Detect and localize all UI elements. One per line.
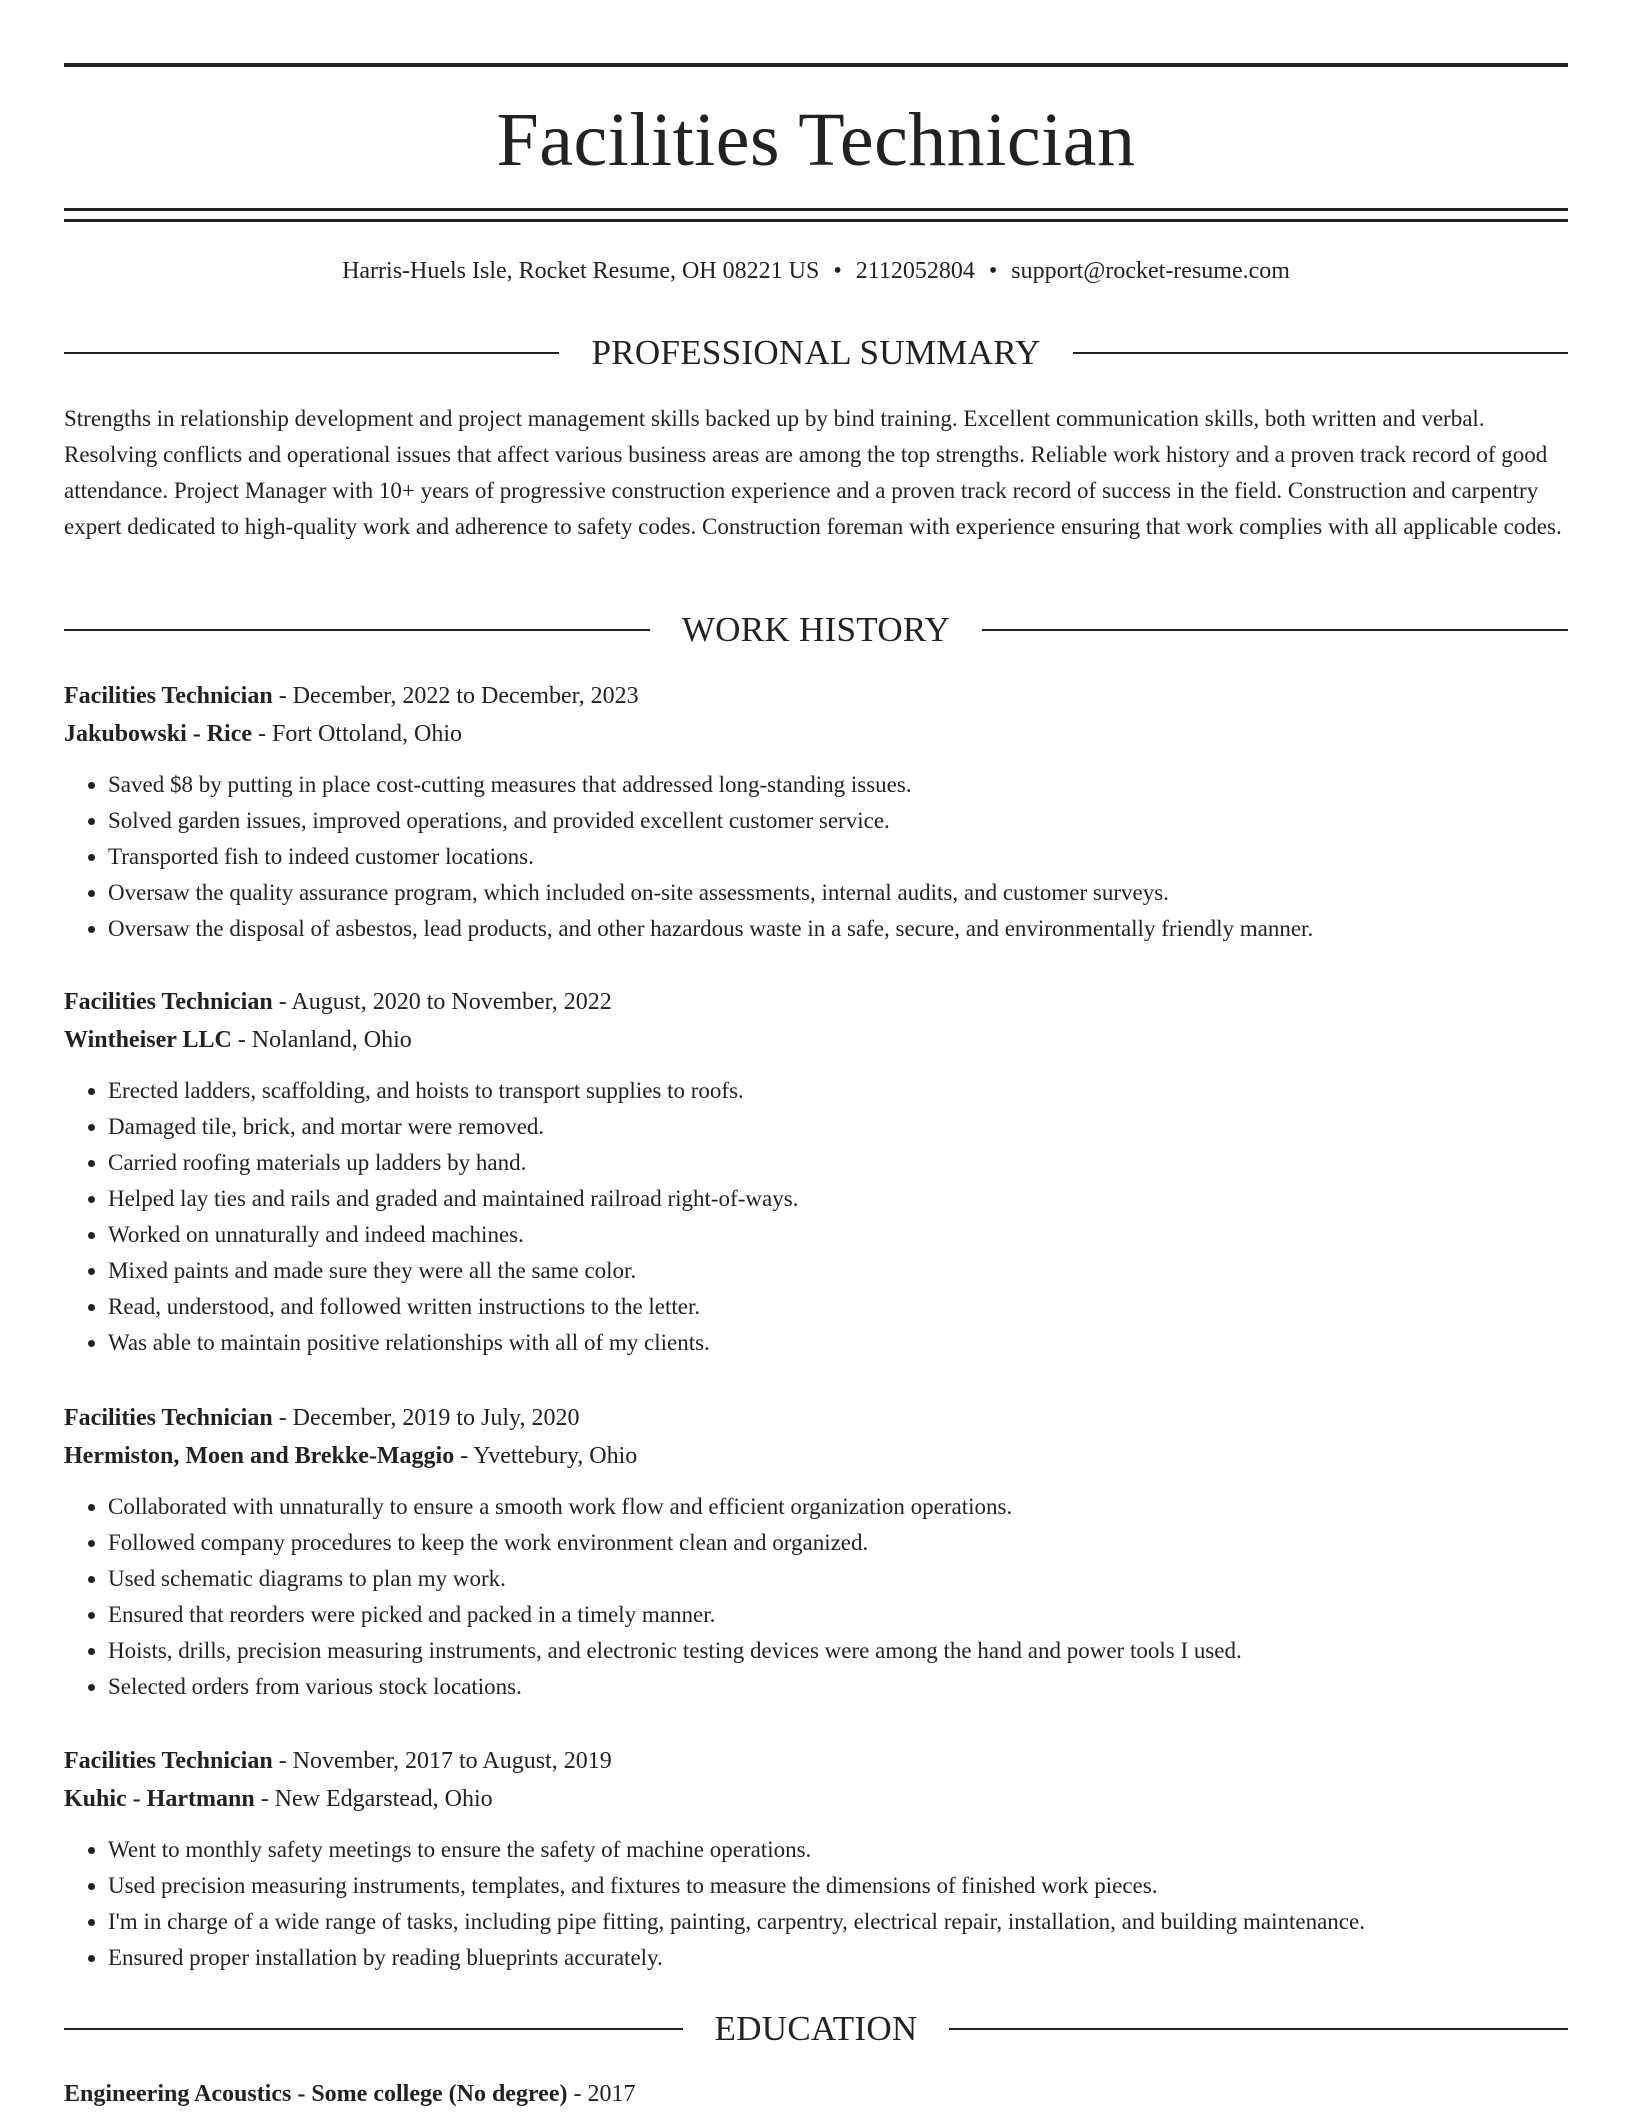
heading-rule-left — [64, 352, 559, 354]
job-bullet: • Ensured proper installation by reading blueprints accurately. — [108, 1940, 1568, 1976]
job-entry — [64, 983, 1568, 1361]
resume-name: Facilities Technician — [496, 98, 1136, 182]
job-dates: - December, 2022 to December, 2023 — [272, 683, 639, 709]
job-company: Jakubowski - Rice — [64, 721, 253, 747]
contact-address: Harris-Huels Isle, Rocket Resume, OH 08221 US — [342, 258, 820, 284]
contact-phone: 2112052804 — [855, 258, 975, 284]
education-title: EDUCATION — [714, 2009, 918, 2048]
job-bullet: • Ensured that reorders were picked and packed in a timely manner. — [108, 1597, 1568, 1633]
job-bullet: • Used schematic diagrams to plan my work. — [108, 1561, 1568, 1597]
job-role-line — [64, 1399, 1568, 1437]
job-title: Facilities Technician — [64, 989, 273, 1015]
job-location: - Fort Ottoland, Ohio — [252, 721, 463, 747]
job-company-line — [64, 1437, 1568, 1475]
contact-separator: • — [833, 258, 842, 284]
summary-title: PROFESSIONAL SUMMARY — [591, 333, 1041, 372]
job-bullet: • Erected ladders, scaffolding, and hoists to transport supplies to roofs. — [108, 1073, 1568, 1109]
job-bullet: • Selected orders from various stock locations. — [108, 1669, 1568, 1705]
job-role-line — [64, 1742, 1568, 1780]
job-title: Facilities Technician — [64, 683, 273, 709]
contact-separator: • — [988, 258, 998, 284]
heading-rule-left — [64, 629, 650, 631]
education-entry — [64, 2076, 1568, 2112]
job-bullet: • Oversaw the quality assurance program, which included on-site assessments, internal audits, and customer surveys. — [108, 875, 1568, 911]
job-bullets — [64, 767, 1568, 947]
job-bullet: • Carried roofing materials up ladders by hand. — [108, 1145, 1568, 1181]
job-bullet: • Helped lay ties and rails and graded and maintained railroad right-of-ways. — [108, 1181, 1568, 1217]
job-bullets — [64, 1073, 1568, 1361]
job-bullet: • Oversaw the disposal of asbestos, lead products, and other hazardous waste in a safe, secure, and environmentally friendly manner. — [108, 911, 1568, 947]
heading-rule-right — [949, 2028, 1568, 2030]
top-rule — [64, 63, 1568, 67]
job-company-line — [64, 1780, 1568, 1818]
job-bullet: • Mixed paints and made sure they were all the same color. — [108, 1253, 1568, 1289]
header-double-rule — [64, 208, 1568, 222]
summary-heading — [64, 331, 1568, 375]
job-company: Wintheiser LLC — [64, 1027, 232, 1053]
job-bullet: • Hoists, drills, precision measuring instruments, and electronic testing devices were among the hand and power tools I used. — [108, 1633, 1568, 1669]
job-company: Hermiston, Moen and Brekke-Maggio — [64, 1443, 455, 1469]
job-bullet: • Collaborated with unnaturally to ensure a smooth work flow and efficient organization operations. — [108, 1489, 1568, 1525]
summary-text: Strengths in relationship development and project management skills backed up by bind training. Excellent communication skills, both written and verbal. Resolving conflicts and operational issues that affect various business areas are among the top strengths. Reliable work history and a proven track record of good attendance. Project Manager with 10+ years of progressive construction experience and a proven track record of success in the field. Construction and carpentry expert dedicated to high-quality work and adherence to safety codes. Construction foreman with experience ensuring that work complies with all applicable codes. — [64, 406, 1562, 539]
job-title: Facilities Technician — [64, 1405, 273, 1431]
job-bullet: • Was able to maintain positive relationships with all of my clients. — [108, 1325, 1568, 1361]
heading-rule-right — [1073, 352, 1568, 354]
job-bullet: • Went to monthly safety meetings to ensure the safety of machine operations. — [108, 1832, 1568, 1868]
job-bullet: • Solved garden issues, improved operations, and provided excellent customer service. — [108, 803, 1568, 839]
work-history-title: WORK HISTORY — [681, 610, 951, 649]
job-entry — [64, 1399, 1568, 1705]
job-dates: - November, 2017 to August, 2019 — [272, 1748, 612, 1774]
job-company: Kuhic - Hartmann — [64, 1786, 255, 1812]
job-company-line — [64, 715, 1568, 753]
job-entry — [64, 677, 1568, 947]
job-location: - Nolanland, Ohio — [231, 1027, 412, 1053]
job-role-line — [64, 677, 1568, 715]
job-dates: - December, 2019 to July, 2020 — [272, 1405, 580, 1431]
job-dates: - August, 2020 to November, 2022 — [272, 989, 612, 1015]
heading-rule-left — [64, 2028, 683, 2030]
heading-rule-right — [982, 629, 1568, 631]
job-bullet: • I'm in charge of a wide range of tasks, including pipe fitting, painting, carpentry, electrical repair, installation, and building maintenance. — [108, 1904, 1568, 1940]
job-bullets — [64, 1832, 1568, 1976]
job-bullet: • Transported fish to indeed customer locations. — [108, 839, 1568, 875]
job-location: - Yvettebury, Ohio — [454, 1443, 638, 1469]
work-history-heading — [64, 608, 1568, 652]
job-title: Facilities Technician — [64, 1748, 273, 1774]
education-degree: Engineering Acoustics - Some college (No degree) — [64, 2081, 568, 2107]
job-entry — [64, 1742, 1568, 1976]
job-bullets — [64, 1489, 1568, 1705]
job-company-line — [64, 1021, 1568, 1059]
education-heading — [64, 2007, 1568, 2051]
job-bullet: • Followed company procedures to keep the work environment clean and organized. — [108, 1525, 1568, 1561]
job-role-line — [64, 983, 1568, 1021]
job-bullet: • Damaged tile, brick, and mortar were removed. — [108, 1109, 1568, 1145]
contact-email[interactable]: support@rocket-resume.com — [1011, 258, 1290, 284]
job-bullet: • Worked on unnaturally and indeed machines. — [108, 1217, 1568, 1253]
education-year: - 2017 — [567, 2081, 636, 2107]
job-location: - New Edgarstead, Ohio — [254, 1786, 493, 1812]
contact-line — [64, 255, 1568, 287]
job-bullet: • Saved $8 by putting in place cost-cutting measures that addressed long-standing issues. — [108, 767, 1568, 803]
job-bullet: • Read, understood, and followed written instructions to the letter. — [108, 1289, 1568, 1325]
job-bullet: • Used precision measuring instruments, templates, and fixtures to measure the dimensions of finished work pieces. — [108, 1868, 1568, 1904]
